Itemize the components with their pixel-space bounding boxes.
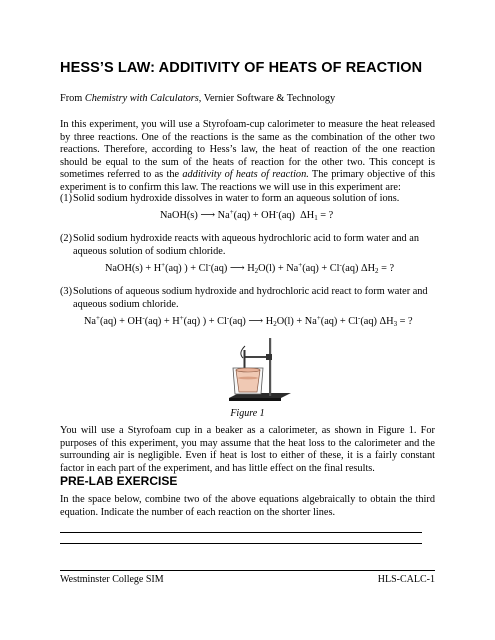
eq-part: H <box>244 263 255 274</box>
clamp-boss <box>266 354 272 360</box>
reaction-number: (3) <box>60 286 73 297</box>
stand-base-edge <box>229 398 281 401</box>
eq-sup: + <box>179 314 184 322</box>
answer-line-2[interactable] <box>60 543 422 544</box>
arrow-icon: ⟶ <box>248 316 264 327</box>
source-prefix: From <box>60 93 85 104</box>
eq-sup: + <box>316 314 321 322</box>
footer-rule <box>60 570 435 571</box>
reaction-text: Solid sodium hydroxide dissolves in water to form an aqueous solution of ions. <box>73 193 400 204</box>
eq-part: (aq) <box>210 263 230 274</box>
eq-part: (aq) + H <box>144 316 180 327</box>
reaction-number: (2) <box>60 233 73 244</box>
eq-part: (aq) ΔH <box>341 263 376 274</box>
eq-part: Na <box>84 316 97 327</box>
eq-sup: + <box>96 314 100 322</box>
styrofoam-cup <box>236 370 260 392</box>
eq-part: H <box>263 316 274 327</box>
eq-part: O(l) + Na <box>276 316 317 327</box>
intro-text-1: In this experiment, you will use a Styrofoam-cup calorimeter to measure the heat released by three reactions. One of the reactions is the same as the combination of the other two reactions. Therefore, according to Hess’s law, the heat of reaction of the one reaction should be equal to the sum of the heats of reaction for the other two. This concept is sometimes referred to as the <box>60 119 435 181</box>
eq-part: = ? <box>397 316 413 327</box>
intro-text-2: The primary objective of this experiment is to confirm this law. The reactions we will use in this experiment are: <box>60 169 435 193</box>
eq-part: NaOH(s) + H <box>105 263 162 274</box>
eq-sup: - <box>358 314 361 322</box>
eq-part: O(l) + Na <box>258 263 299 274</box>
reaction-text: Solutions of aqueous sodium hydroxide and hydrochloric acid react to form water and aqueous sodium chloride. <box>73 286 428 310</box>
footer-right: HLS-CALC-1 <box>377 574 435 585</box>
prelab-heading: PRE-LAB EXERCISE <box>60 474 178 488</box>
eq-sup: - <box>208 261 211 269</box>
eq-part: = ? <box>378 263 395 274</box>
eq-part: (aq) + Cl <box>302 263 340 274</box>
source-book-title: Chemistry with Calculators <box>84 93 199 104</box>
reaction-1-equation <box>160 210 333 223</box>
eq-sup: - <box>276 208 279 216</box>
eq-sup: - <box>226 314 230 322</box>
reaction-text: Solid sodium hydroxide reacts with aqueous hydrochloric acid to form water and an aqueous solution of sodium chloride. <box>73 233 420 257</box>
eq-sub: 2 <box>375 267 379 275</box>
intro-paragraph <box>60 119 435 194</box>
cup-rim <box>236 368 260 372</box>
page-title: HESS’S LAW: ADDITIVITY OF HEATS OF REACTION <box>60 60 423 76</box>
eq-sup: + <box>229 208 234 216</box>
eq-part: (aq) ΔH <box>360 316 394 327</box>
figure-explanation: You will use a Styrofoam cup in a beaker as a calorimeter, as shown in Figure 1. For purposes of this experiment, you may assume that the heat loss to the calorimeter and the surrounding air is negligible. Even if heat is lost to either of these, it is a fairly constant factor in each part of the experiment, and has little effect on the final results. <box>60 425 435 474</box>
eq-part: (aq) ) + Cl <box>165 263 209 274</box>
reaction-number: (1) <box>60 193 73 204</box>
eq-part: (aq) + OH <box>99 316 143 327</box>
intro-emphasis: additivity of heats of reaction. <box>182 169 309 181</box>
arrow-icon: ⟶ <box>200 210 216 221</box>
eq-part: = ? <box>317 210 334 221</box>
solution-surface <box>238 377 258 380</box>
eq-part: Na <box>217 210 230 221</box>
eq-sub: 3 <box>393 320 398 328</box>
eq-part: ΔH <box>300 210 315 221</box>
reaction-3-equation <box>84 316 413 329</box>
eq-part: (aq) + OH <box>233 210 277 221</box>
eq-part: (aq) ) + Cl <box>183 316 227 327</box>
answer-line-1[interactable] <box>60 532 422 533</box>
eq-sup: + <box>161 261 166 269</box>
eq-sup: - <box>142 314 145 322</box>
figure-caption: Figure 1 <box>230 408 265 419</box>
eq-sub: 2 <box>273 320 277 328</box>
eq-sup: + <box>298 261 303 269</box>
eq-part: (aq) <box>278 210 295 221</box>
stand-rod <box>269 338 271 396</box>
calorimeter-figure <box>225 336 295 406</box>
prelab-instructions: In the space below, combine two of the above equations algebraically to obtain the third equation. Indicate the number of each reaction on the shorter lines. <box>60 494 435 518</box>
eq-part: (aq) <box>229 316 249 327</box>
reaction-2-equation <box>105 263 394 276</box>
eq-part: NaOH(s) <box>160 210 198 221</box>
footer-left: Westminster College SIM <box>60 574 164 585</box>
eq-sub: 2 <box>254 267 259 275</box>
eq-sub: 1 <box>314 214 318 222</box>
eq-sup: - <box>339 261 342 269</box>
eq-part: (aq) + Cl <box>320 316 359 327</box>
arrow-icon: ⟶ <box>229 263 245 274</box>
source-suffix: , Vernier Software & Technology <box>198 93 336 104</box>
source-line <box>60 93 435 106</box>
